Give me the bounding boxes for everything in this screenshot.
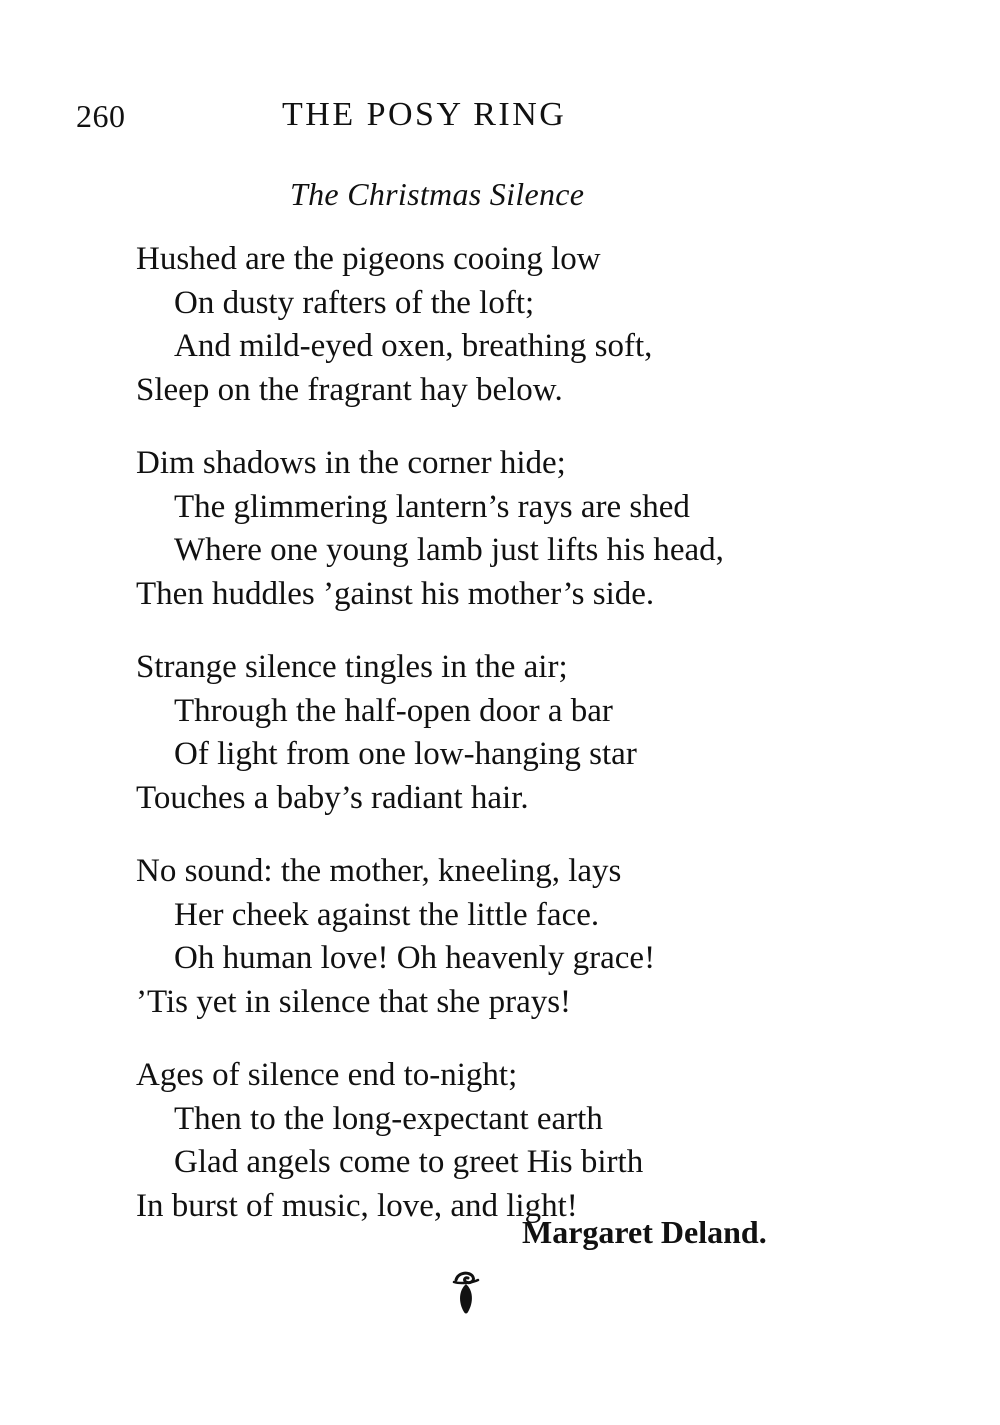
poem-line: Her cheek against the little face.: [174, 896, 600, 933]
poem-title: The Christmas Silence: [290, 176, 585, 212]
poem-line: Of light from one low-hanging star: [174, 736, 637, 772]
page-number: 260: [76, 98, 126, 134]
poem-line: Touches a baby’s radiant hair.: [136, 779, 529, 816]
poem-line: On dusty rafters of the loft;: [174, 284, 535, 321]
poem-line: No sound: the mother, kneeling, lays: [136, 853, 622, 889]
poem-body: [136, 238, 896, 1258]
stanza-1: [136, 238, 896, 412]
poem-line: Oh human love! Oh heavenly grace!: [174, 940, 656, 976]
poem-line: Through the half-open door a bar: [174, 692, 613, 729]
running-head: THE POSY RING: [282, 96, 567, 133]
poem-line: Dim shadows in the corner hide;: [136, 445, 566, 481]
fleuron-icon: [446, 1268, 486, 1318]
stanza-2: [136, 442, 896, 616]
poem-line: Where one young lamb just lifts his head,: [174, 532, 724, 568]
poem-author: Margaret Deland.: [522, 1214, 767, 1250]
poem-line: Hushed are the pigeons cooing low: [136, 241, 601, 277]
poem-line: Then huddles ’gainst his mother’s side.: [136, 575, 655, 612]
stanza-4: [136, 850, 896, 1024]
poem-line: Then to the long-expectant earth: [174, 1100, 603, 1137]
poem-line: Strange silence tingles in the air;: [136, 649, 568, 685]
poem-line: Sleep on the fragrant hay below.: [136, 371, 563, 408]
poem-line: Ages of silence end to-night;: [136, 1057, 518, 1093]
poem-line: In burst of music, love, and light!: [136, 1187, 578, 1224]
poem-line: The glimmering lantern’s rays are shed: [174, 488, 690, 525]
poem-line: ’Tis yet in silence that she prays!: [136, 983, 572, 1020]
poem-line: Glad angels come to greet His birth: [174, 1144, 644, 1180]
stanza-5: [136, 1054, 896, 1228]
stanza-3: [136, 646, 896, 820]
poem-line: And mild-eyed oxen, breathing soft,: [174, 328, 653, 364]
